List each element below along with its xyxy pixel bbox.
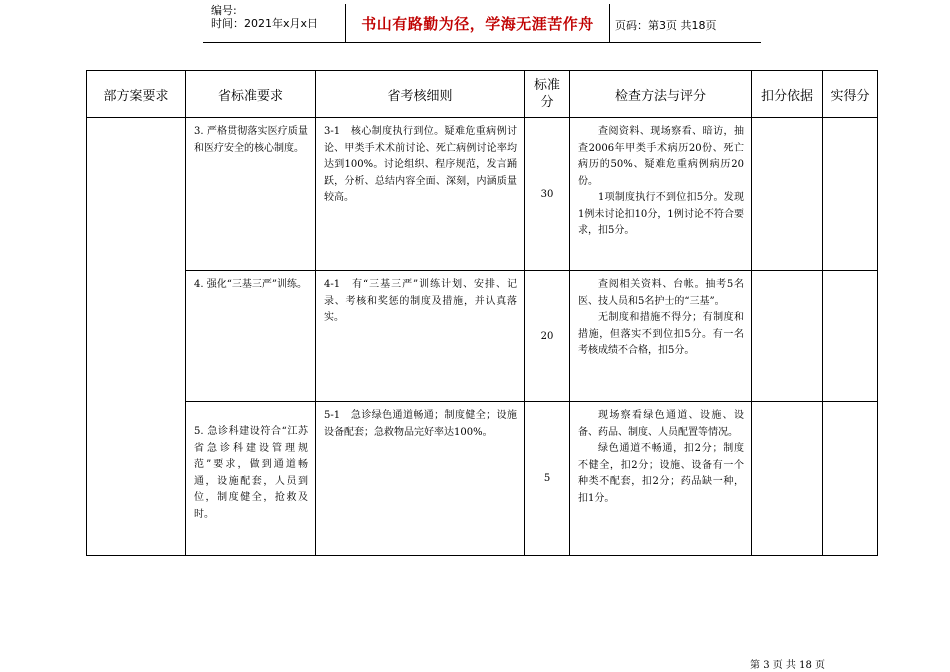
method-cell: 查阅相关资料、台帐。抽考5名医、技人员和5名护士的“三基”。 无制度和措施不得分；有制度和措施，但落实不到位扣5分。有一名考核成绩不合格，扣5分。 xyxy=(570,271,752,402)
table-header-row xyxy=(87,71,878,118)
number-label: 编号: xyxy=(211,4,237,17)
standard-cell: 5. 急诊科建设符合“江苏省急诊科建设管理规范”要求，做到通道畅通，设施配套，人员到位，制度健全，抢救及时。 xyxy=(186,402,316,556)
method-cell: 现场察看绿色通道、设施、设备、药品、制度、人员配置等情况。 绿色通道不畅通，扣2分；制度不健全，扣2分；设施、设备有一个种类不配套，扣2分；药品缺一种，扣1分。 xyxy=(570,402,752,556)
header-page-info: 页码：第3页 共18页 xyxy=(615,19,717,32)
header-motto: 书山有路勤为径，学海无涯苦作舟 xyxy=(345,4,610,42)
header-meta xyxy=(211,4,318,30)
col-header-method: 检查方法与评分 xyxy=(570,71,752,118)
rule-cell: 5-1 急诊绿色通道畅通；制度健全；设施设备配套；急救物品完好率达100%。 xyxy=(316,402,525,556)
col-header-dept: 部方案要求 xyxy=(87,71,186,118)
assessment-table xyxy=(86,70,878,556)
standard-cell: 3. 严格贯彻落实医疗质量和医疗安全的核心制度。 xyxy=(186,118,316,271)
table-row xyxy=(87,271,878,402)
actual-score-cell xyxy=(823,118,878,271)
time-label: 时间：2021年x月x日 xyxy=(211,17,319,30)
table-row xyxy=(87,402,878,556)
actual-score-cell xyxy=(823,271,878,402)
deduction-cell xyxy=(752,118,823,271)
score-cell: 30 xyxy=(525,118,570,271)
col-header-rule: 省考核细则 xyxy=(316,71,525,118)
rule-cell: 4-1 有“三基三严”训练计划、安排、记录、考核和奖惩的制度及措施，并认真落实。 xyxy=(316,271,525,402)
page-footer: 第 3 页 共 18 页 xyxy=(750,660,825,671)
page-header xyxy=(203,4,761,43)
actual-score-cell xyxy=(823,402,878,556)
table-row xyxy=(87,118,878,271)
col-header-actual: 实得分 xyxy=(823,71,878,118)
col-header-score: 标准分 xyxy=(525,71,570,118)
rule-cell: 3-1 核心制度执行到位。疑难危重病例讨论、甲类手术术前讨论、死亡病例讨论率均达到100%。讨论组织、程序规范，发言踊跃，分析、总结内容全面、深刻，内涵质量较高。 xyxy=(316,118,525,271)
dept-requirement-cell xyxy=(87,118,186,556)
col-header-deduction: 扣分依据 xyxy=(752,71,823,118)
standard-cell: 4. 强化“三基三严”训练。 xyxy=(186,271,316,402)
col-header-standard: 省标准要求 xyxy=(186,71,316,118)
deduction-cell xyxy=(752,271,823,402)
score-cell: 20 xyxy=(525,271,570,402)
score-cell: 5 xyxy=(525,402,570,556)
deduction-cell xyxy=(752,402,823,556)
method-cell: 查阅资料、现场察看、暗访，抽查2006年甲类手术病历20份、死亡病历的50%、疑难危重病例病历20份。 1项制度执行不到位扣5分。发现1例未讨论扣10分，1例讨论不符合要求，扣5分。 xyxy=(570,118,752,271)
